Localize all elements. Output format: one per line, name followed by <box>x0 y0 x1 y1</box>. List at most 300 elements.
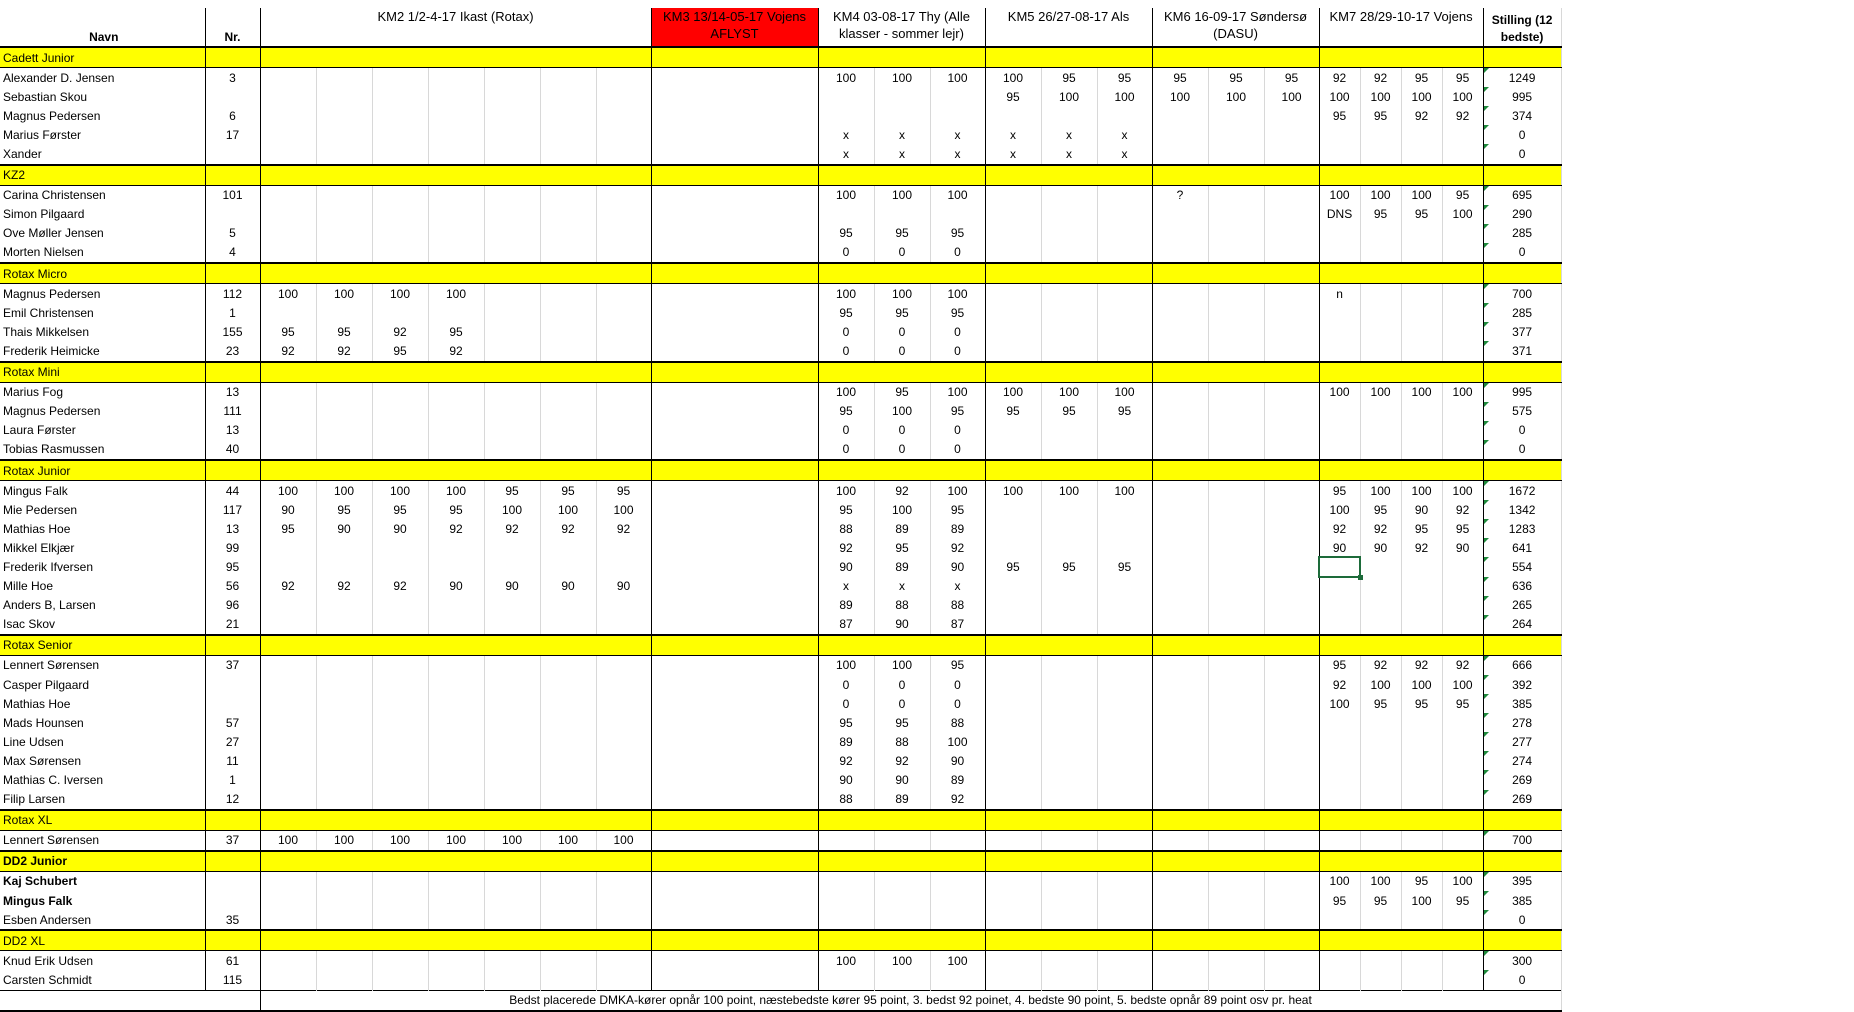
category-km4-cell[interactable] <box>818 362 985 383</box>
km6-heat-cell[interactable] <box>1152 519 1208 538</box>
driver-name-cell[interactable]: Isac Skov <box>0 615 205 635</box>
km4-heat-cell[interactable]: 0 <box>930 440 985 460</box>
km2-heat-cell[interactable] <box>316 713 372 732</box>
km5-heat-cell[interactable] <box>985 284 1041 304</box>
km2-heat-cell[interactable] <box>428 243 484 263</box>
km5-heat-cell[interactable]: 100 <box>1097 87 1152 106</box>
km5-heat-cell[interactable] <box>985 322 1041 341</box>
driver-nr-cell[interactable] <box>205 144 260 164</box>
driver-nr-cell[interactable] <box>205 87 260 106</box>
driver-name-cell[interactable]: Frederik Ifversen <box>0 557 205 576</box>
km7-heat-cell[interactable]: 92 <box>1401 106 1442 125</box>
km4-heat-cell[interactable]: 100 <box>818 185 874 205</box>
km5-heat-cell[interactable] <box>1041 106 1097 125</box>
km6-heat-cell[interactable] <box>1208 675 1264 694</box>
km5-heat-cell[interactable] <box>1041 577 1097 596</box>
category-nr-cell[interactable] <box>205 165 260 186</box>
km3-heat-cell[interactable] <box>651 421 818 440</box>
km4-heat-cell[interactable]: 100 <box>818 481 874 501</box>
km7-heat-cell[interactable]: 95 <box>1360 694 1401 713</box>
km6-heat-cell[interactable] <box>1264 713 1319 732</box>
km5-heat-cell[interactable] <box>985 655 1041 675</box>
km2-heat-cell[interactable] <box>484 675 540 694</box>
km3-heat-cell[interactable] <box>651 675 818 694</box>
km7-heat-cell[interactable] <box>1319 557 1360 576</box>
category-nr-cell[interactable] <box>205 263 260 284</box>
category-km2-cell[interactable] <box>260 263 651 284</box>
km6-heat-cell[interactable] <box>1152 732 1208 751</box>
km3-heat-cell[interactable] <box>651 205 818 224</box>
km7-heat-cell[interactable] <box>1401 421 1442 440</box>
km7-heat-cell[interactable] <box>1319 732 1360 751</box>
stilling-cell[interactable]: 385 <box>1483 694 1561 713</box>
km4-heat-cell[interactable]: 100 <box>818 655 874 675</box>
stilling-cell[interactable]: 641 <box>1483 538 1561 557</box>
km7-heat-cell[interactable]: 95 <box>1319 106 1360 125</box>
km6-heat-cell[interactable] <box>1152 402 1208 421</box>
km6-heat-cell[interactable]: 100 <box>1264 87 1319 106</box>
km5-heat-cell[interactable] <box>985 596 1041 615</box>
km6-heat-cell[interactable] <box>1208 500 1264 519</box>
km7-heat-cell[interactable] <box>1319 970 1360 990</box>
km5-heat-cell[interactable] <box>985 519 1041 538</box>
km2-heat-cell[interactable] <box>596 732 651 751</box>
km7-heat-cell[interactable] <box>1319 341 1360 361</box>
stilling-cell[interactable]: 374 <box>1483 106 1561 125</box>
km7-heat-cell[interactable]: 100 <box>1360 87 1401 106</box>
km7-heat-cell[interactable] <box>1401 224 1442 243</box>
km2-heat-cell[interactable] <box>428 421 484 440</box>
driver-name-cell[interactable]: Morten Nielsen <box>0 243 205 263</box>
km4-heat-cell[interactable]: 100 <box>930 951 985 971</box>
km5-heat-cell[interactable] <box>985 421 1041 440</box>
km4-heat-cell[interactable]: 95 <box>818 713 874 732</box>
km2-heat-cell[interactable] <box>316 87 372 106</box>
km2-heat-cell[interactable]: 95 <box>316 500 372 519</box>
km4-heat-cell[interactable]: 0 <box>818 421 874 440</box>
km7-heat-cell[interactable]: 95 <box>1442 519 1483 538</box>
category-km3-cell[interactable] <box>651 810 818 831</box>
km6-heat-cell[interactable] <box>1152 106 1208 125</box>
km6-heat-cell[interactable] <box>1208 440 1264 460</box>
stilling-cell[interactable]: 666 <box>1483 655 1561 675</box>
stilling-cell[interactable]: 695 <box>1483 185 1561 205</box>
km2-heat-cell[interactable] <box>428 402 484 421</box>
km6-heat-cell[interactable] <box>1208 830 1264 851</box>
km2-heat-cell[interactable] <box>540 655 596 675</box>
km4-heat-cell[interactable]: 100 <box>874 402 930 421</box>
km6-heat-cell[interactable] <box>1152 500 1208 519</box>
km2-heat-cell[interactable] <box>428 951 484 971</box>
km3-heat-cell[interactable] <box>651 243 818 263</box>
km7-heat-cell[interactable]: 95 <box>1360 891 1401 910</box>
category-km7-cell[interactable] <box>1319 810 1483 831</box>
km4-heat-cell[interactable] <box>930 910 985 930</box>
km2-heat-cell[interactable] <box>372 440 428 460</box>
km3-heat-cell[interactable] <box>651 322 818 341</box>
km2-heat-cell[interactable] <box>428 970 484 990</box>
km7-heat-cell[interactable] <box>1442 243 1483 263</box>
km3-heat-cell[interactable] <box>651 732 818 751</box>
km2-heat-cell[interactable] <box>596 341 651 361</box>
km5-heat-cell[interactable] <box>985 675 1041 694</box>
km2-heat-cell[interactable] <box>428 68 484 88</box>
km2-heat-cell[interactable] <box>596 615 651 635</box>
driver-name-cell[interactable]: Carina Christensen <box>0 185 205 205</box>
km4-heat-cell[interactable] <box>874 871 930 891</box>
km2-heat-cell[interactable] <box>428 205 484 224</box>
km2-heat-cell[interactable] <box>596 322 651 341</box>
km5-heat-cell[interactable]: 95 <box>1097 557 1152 576</box>
category-km7-cell[interactable] <box>1319 851 1483 872</box>
km3-heat-cell[interactable] <box>651 87 818 106</box>
km2-heat-cell[interactable] <box>428 910 484 930</box>
km4-heat-cell[interactable]: 0 <box>930 694 985 713</box>
km7-heat-cell[interactable]: 92 <box>1360 655 1401 675</box>
km2-heat-cell[interactable] <box>372 402 428 421</box>
km3-heat-cell[interactable] <box>651 577 818 596</box>
km4-heat-cell[interactable]: 100 <box>930 732 985 751</box>
km7-heat-cell[interactable] <box>1401 615 1442 635</box>
km6-heat-cell[interactable] <box>1208 655 1264 675</box>
km5-heat-cell[interactable] <box>1041 830 1097 851</box>
driver-name-cell[interactable]: Mingus Falk <box>0 891 205 910</box>
km7-heat-cell[interactable]: 100 <box>1442 205 1483 224</box>
km5-heat-cell[interactable]: 100 <box>1041 481 1097 501</box>
km5-heat-cell[interactable]: 100 <box>1041 382 1097 402</box>
km2-heat-cell[interactable] <box>596 970 651 990</box>
category-km7-cell[interactable] <box>1319 635 1483 656</box>
km4-heat-cell[interactable]: 100 <box>818 382 874 402</box>
km6-heat-cell[interactable] <box>1264 185 1319 205</box>
km7-heat-cell[interactable]: 92 <box>1319 675 1360 694</box>
km2-heat-cell[interactable]: 92 <box>540 519 596 538</box>
category-km6-cell[interactable] <box>1152 263 1319 284</box>
km5-heat-cell[interactable]: 100 <box>1097 481 1152 501</box>
km2-heat-cell[interactable] <box>596 421 651 440</box>
driver-name-cell[interactable]: Marius Fog <box>0 382 205 402</box>
km6-heat-cell[interactable] <box>1264 577 1319 596</box>
km2-heat-cell[interactable] <box>260 402 316 421</box>
driver-nr-cell[interactable]: 3 <box>205 68 260 88</box>
km5-heat-cell[interactable] <box>1097 500 1152 519</box>
km5-heat-cell[interactable] <box>1097 675 1152 694</box>
category-km5-cell[interactable] <box>985 47 1152 68</box>
km5-heat-cell[interactable] <box>985 615 1041 635</box>
km6-heat-cell[interactable] <box>1264 790 1319 810</box>
km2-heat-cell[interactable]: 100 <box>316 284 372 304</box>
km5-heat-cell[interactable] <box>1041 341 1097 361</box>
km4-heat-cell[interactable]: 95 <box>930 402 985 421</box>
km6-heat-cell[interactable] <box>1208 713 1264 732</box>
km7-heat-cell[interactable] <box>1442 322 1483 341</box>
km2-heat-cell[interactable]: 100 <box>260 830 316 851</box>
km5-heat-cell[interactable] <box>1041 891 1097 910</box>
km2-heat-cell[interactable] <box>372 557 428 576</box>
driver-nr-cell[interactable] <box>205 694 260 713</box>
km7-heat-cell[interactable] <box>1319 770 1360 789</box>
km2-heat-cell[interactable] <box>260 538 316 557</box>
km7-heat-cell[interactable]: 100 <box>1360 382 1401 402</box>
driver-name-cell[interactable]: Mikkel Elkjær <box>0 538 205 557</box>
driver-name-cell[interactable]: Anders B, Larsen <box>0 596 205 615</box>
km5-heat-cell[interactable] <box>1097 519 1152 538</box>
km4-heat-cell[interactable]: 0 <box>818 341 874 361</box>
km2-heat-cell[interactable] <box>260 68 316 88</box>
km7-heat-cell[interactable] <box>1319 751 1360 770</box>
km2-heat-cell[interactable] <box>484 951 540 971</box>
km2-heat-cell[interactable] <box>540 243 596 263</box>
km2-heat-cell[interactable]: 100 <box>260 481 316 501</box>
km7-heat-cell[interactable]: 90 <box>1319 538 1360 557</box>
km7-heat-cell[interactable] <box>1360 341 1401 361</box>
km2-heat-cell[interactable] <box>428 615 484 635</box>
km2-heat-cell[interactable] <box>540 144 596 164</box>
km5-heat-cell[interactable] <box>1097 596 1152 615</box>
km7-heat-cell[interactable]: 92 <box>1319 68 1360 88</box>
km3-heat-cell[interactable] <box>651 951 818 971</box>
km2-heat-cell[interactable] <box>596 751 651 770</box>
stilling-cell[interactable]: 290 <box>1483 205 1561 224</box>
km5-heat-cell[interactable]: 100 <box>985 68 1041 88</box>
km2-heat-cell[interactable] <box>540 322 596 341</box>
km2-heat-cell[interactable]: 90 <box>428 577 484 596</box>
driver-nr-cell[interactable]: 35 <box>205 910 260 930</box>
category-stilling-cell[interactable] <box>1483 165 1561 186</box>
km3-heat-cell[interactable] <box>651 751 818 770</box>
stilling-cell[interactable]: 0 <box>1483 970 1561 990</box>
km3-heat-cell[interactable] <box>651 440 818 460</box>
km7-heat-cell[interactable] <box>1401 713 1442 732</box>
driver-nr-cell[interactable]: 11 <box>205 751 260 770</box>
driver-nr-cell[interactable]: 95 <box>205 557 260 576</box>
km6-heat-cell[interactable] <box>1208 243 1264 263</box>
km2-heat-cell[interactable] <box>540 341 596 361</box>
km2-heat-cell[interactable]: 90 <box>540 577 596 596</box>
km2-heat-cell[interactable] <box>316 970 372 990</box>
km7-heat-cell[interactable] <box>1442 910 1483 930</box>
km2-heat-cell[interactable] <box>372 951 428 971</box>
km2-heat-cell[interactable] <box>484 68 540 88</box>
km5-heat-cell[interactable] <box>1041 538 1097 557</box>
km4-heat-cell[interactable]: 100 <box>874 284 930 304</box>
km6-heat-cell[interactable] <box>1152 557 1208 576</box>
km6-heat-cell[interactable] <box>1208 106 1264 125</box>
km2-heat-cell[interactable] <box>428 87 484 106</box>
km2-heat-cell[interactable] <box>540 970 596 990</box>
km2-heat-cell[interactable] <box>428 538 484 557</box>
driver-name-cell[interactable]: Ove Møller Jensen <box>0 224 205 243</box>
km5-heat-cell[interactable] <box>1041 871 1097 891</box>
km6-heat-cell[interactable] <box>1264 951 1319 971</box>
category-label[interactable]: Rotax Mini <box>0 362 205 383</box>
km2-heat-cell[interactable] <box>316 910 372 930</box>
km2-heat-cell[interactable] <box>260 596 316 615</box>
km2-heat-cell[interactable] <box>484 284 540 304</box>
km3-heat-cell[interactable] <box>651 790 818 810</box>
category-km6-cell[interactable] <box>1152 635 1319 656</box>
km3-heat-cell[interactable] <box>651 596 818 615</box>
km7-heat-cell[interactable] <box>1401 284 1442 304</box>
km6-heat-cell[interactable] <box>1152 615 1208 635</box>
km4-heat-cell[interactable]: 100 <box>874 655 930 675</box>
category-km6-cell[interactable] <box>1152 47 1319 68</box>
km4-heat-cell[interactable]: 95 <box>930 655 985 675</box>
km2-heat-cell[interactable]: 90 <box>484 577 540 596</box>
stilling-cell[interactable]: 0 <box>1483 440 1561 460</box>
km2-heat-cell[interactable] <box>428 382 484 402</box>
km6-heat-cell[interactable] <box>1208 205 1264 224</box>
km6-heat-cell[interactable] <box>1264 144 1319 164</box>
km6-heat-cell[interactable] <box>1208 402 1264 421</box>
km4-heat-cell[interactable] <box>874 830 930 851</box>
km6-heat-cell[interactable] <box>1208 185 1264 205</box>
km6-heat-cell[interactable] <box>1208 910 1264 930</box>
km2-heat-cell[interactable] <box>316 303 372 322</box>
km2-heat-cell[interactable] <box>316 751 372 770</box>
km2-heat-cell[interactable] <box>316 557 372 576</box>
km7-heat-cell[interactable] <box>1442 830 1483 851</box>
km2-heat-cell[interactable] <box>372 615 428 635</box>
km6-heat-cell[interactable] <box>1208 615 1264 635</box>
km4-heat-cell[interactable]: 87 <box>818 615 874 635</box>
km5-heat-cell[interactable] <box>985 732 1041 751</box>
km6-heat-cell[interactable]: 95 <box>1264 68 1319 88</box>
km2-heat-cell[interactable] <box>596 144 651 164</box>
category-nr-cell[interactable] <box>205 851 260 872</box>
km7-heat-cell[interactable] <box>1442 577 1483 596</box>
km2-heat-cell[interactable] <box>260 790 316 810</box>
km3-heat-cell[interactable] <box>651 830 818 851</box>
km6-heat-cell[interactable] <box>1208 125 1264 144</box>
km5-heat-cell[interactable] <box>1097 770 1152 789</box>
category-stilling-cell[interactable] <box>1483 635 1561 656</box>
km5-heat-cell[interactable] <box>1097 106 1152 125</box>
km6-heat-cell[interactable] <box>1264 402 1319 421</box>
stilling-cell[interactable]: 0 <box>1483 144 1561 164</box>
km2-heat-cell[interactable] <box>596 891 651 910</box>
km4-heat-cell[interactable]: 100 <box>930 68 985 88</box>
km5-heat-cell[interactable] <box>985 243 1041 263</box>
km7-heat-cell[interactable] <box>1401 790 1442 810</box>
km2-heat-cell[interactable] <box>372 675 428 694</box>
driver-name-cell[interactable]: Mie Pedersen <box>0 500 205 519</box>
km2-heat-cell[interactable] <box>316 538 372 557</box>
driver-nr-cell[interactable]: 99 <box>205 538 260 557</box>
km4-heat-cell[interactable]: 0 <box>818 322 874 341</box>
category-nr-cell[interactable] <box>205 810 260 831</box>
km2-heat-cell[interactable]: 100 <box>372 830 428 851</box>
stilling-cell[interactable]: 277 <box>1483 732 1561 751</box>
km4-heat-cell[interactable]: 89 <box>874 519 930 538</box>
km7-heat-cell[interactable] <box>1360 910 1401 930</box>
km2-heat-cell[interactable]: 90 <box>372 519 428 538</box>
km5-heat-cell[interactable] <box>1097 871 1152 891</box>
category-nr-cell[interactable] <box>205 635 260 656</box>
category-km3-cell[interactable] <box>651 263 818 284</box>
km2-heat-cell[interactable] <box>316 596 372 615</box>
km7-heat-cell[interactable] <box>1360 243 1401 263</box>
km7-heat-cell[interactable] <box>1442 341 1483 361</box>
km2-heat-cell[interactable] <box>484 421 540 440</box>
km6-heat-cell[interactable] <box>1152 341 1208 361</box>
driver-name-cell[interactable]: Lennert Sørensen <box>0 830 205 851</box>
km5-heat-cell[interactable] <box>985 303 1041 322</box>
km2-heat-cell[interactable] <box>596 790 651 810</box>
km5-heat-cell[interactable] <box>1097 303 1152 322</box>
km2-heat-cell[interactable] <box>540 596 596 615</box>
category-label[interactable]: KZ2 <box>0 165 205 186</box>
km4-heat-cell[interactable]: 95 <box>874 538 930 557</box>
km4-heat-cell[interactable]: 0 <box>874 421 930 440</box>
km6-heat-cell[interactable] <box>1264 891 1319 910</box>
km4-heat-cell[interactable]: 90 <box>874 770 930 789</box>
driver-name-cell[interactable]: Line Udsen <box>0 732 205 751</box>
driver-nr-cell[interactable]: 96 <box>205 596 260 615</box>
km2-heat-cell[interactable] <box>484 205 540 224</box>
km7-heat-cell[interactable]: 100 <box>1401 481 1442 501</box>
km2-heat-cell[interactable]: 95 <box>316 322 372 341</box>
stilling-cell[interactable]: 269 <box>1483 790 1561 810</box>
header-km4[interactable]: KM4 03-08-17 Thy (Alle klasser - sommer lejr) <box>818 8 985 47</box>
km4-heat-cell[interactable]: 92 <box>930 790 985 810</box>
km6-heat-cell[interactable] <box>1264 830 1319 851</box>
km5-heat-cell[interactable] <box>985 951 1041 971</box>
km3-heat-cell[interactable] <box>651 655 818 675</box>
category-km3-cell[interactable] <box>651 47 818 68</box>
driver-name-cell[interactable]: Thais Mikkelsen <box>0 322 205 341</box>
km6-heat-cell[interactable] <box>1208 970 1264 990</box>
km6-heat-cell[interactable] <box>1264 910 1319 930</box>
km5-heat-cell[interactable]: 95 <box>1097 68 1152 88</box>
km4-heat-cell[interactable]: 89 <box>818 596 874 615</box>
km2-heat-cell[interactable] <box>484 751 540 770</box>
km2-heat-cell[interactable] <box>540 694 596 713</box>
km7-heat-cell[interactable] <box>1319 910 1360 930</box>
category-km7-cell[interactable] <box>1319 460 1483 481</box>
category-km6-cell[interactable] <box>1152 851 1319 872</box>
km6-heat-cell[interactable] <box>1264 871 1319 891</box>
km4-heat-cell[interactable] <box>930 891 985 910</box>
km3-heat-cell[interactable] <box>651 106 818 125</box>
km3-heat-cell[interactable] <box>651 871 818 891</box>
km2-heat-cell[interactable] <box>428 655 484 675</box>
km2-heat-cell[interactable] <box>540 421 596 440</box>
km6-heat-cell[interactable] <box>1264 615 1319 635</box>
km2-heat-cell[interactable] <box>372 970 428 990</box>
category-km7-cell[interactable] <box>1319 362 1483 383</box>
km2-heat-cell[interactable] <box>484 243 540 263</box>
driver-name-cell[interactable]: Mathias Hoe <box>0 519 205 538</box>
km7-heat-cell[interactable]: 92 <box>1401 655 1442 675</box>
driver-nr-cell[interactable]: 6 <box>205 106 260 125</box>
km3-heat-cell[interactable] <box>651 538 818 557</box>
km7-heat-cell[interactable] <box>1401 770 1442 789</box>
km2-heat-cell[interactable]: 92 <box>260 341 316 361</box>
km5-heat-cell[interactable] <box>1041 770 1097 789</box>
category-km5-cell[interactable] <box>985 165 1152 186</box>
km7-heat-cell[interactable] <box>1360 970 1401 990</box>
header-km5[interactable]: KM5 26/27-08-17 Als <box>985 8 1152 47</box>
km2-heat-cell[interactable] <box>372 770 428 789</box>
km7-heat-cell[interactable]: 90 <box>1401 500 1442 519</box>
km2-heat-cell[interactable] <box>428 694 484 713</box>
km7-heat-cell[interactable] <box>1401 402 1442 421</box>
km2-heat-cell[interactable] <box>428 871 484 891</box>
km4-heat-cell[interactable]: 89 <box>874 557 930 576</box>
km4-heat-cell[interactable]: 100 <box>818 68 874 88</box>
km2-heat-cell[interactable] <box>596 871 651 891</box>
